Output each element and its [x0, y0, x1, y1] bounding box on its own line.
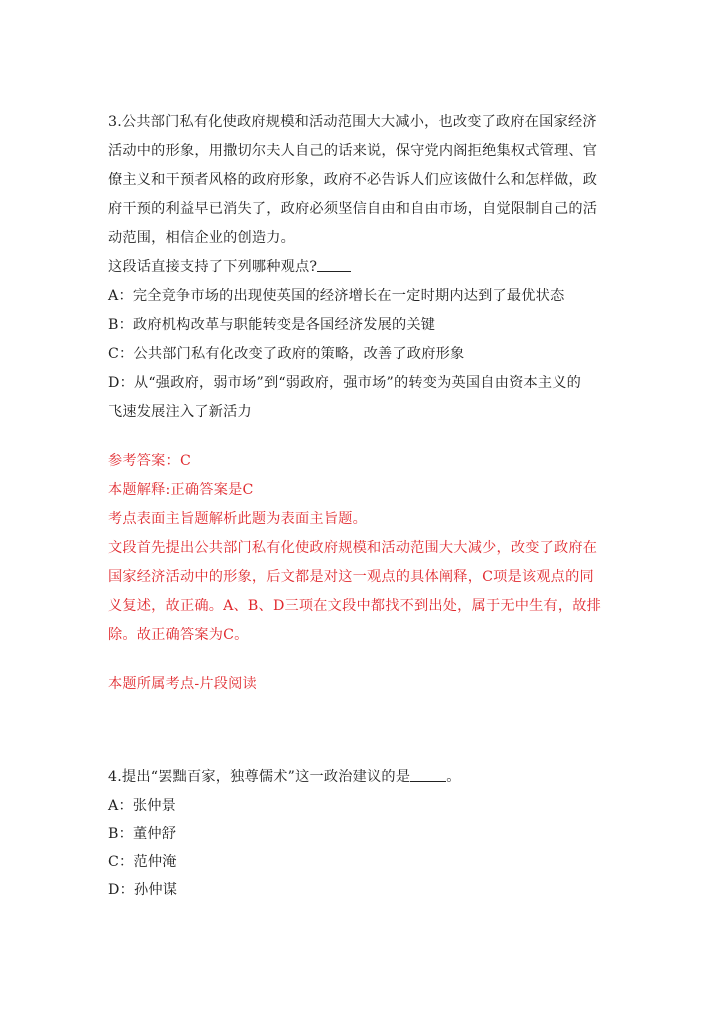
option-d: D：从“强政府，弱市场”到“弱政府，强市场”的转变为英国自由资本主义的 — [108, 375, 582, 391]
answer-blank — [410, 765, 446, 782]
option-a: A：张仲景 — [108, 798, 176, 814]
option-c: C：范仲淹 — [108, 854, 177, 870]
document-page — [108, 108, 618, 904]
question-4 — [108, 763, 618, 904]
question-3 — [108, 108, 618, 699]
option-a: A：完全竞争市场的出现使英国的经济增长在一定时期内达到了最优状态 — [108, 288, 565, 304]
option-d: D：孙仲谋 — [108, 882, 178, 898]
category-label: 本题所属考点-片段阅读 — [108, 676, 257, 692]
explanation-line: 义复述，故正确。A、B、D三项在文段中都找不到出处，属于无中生有，故排 — [108, 598, 602, 614]
question-3-prompt — [108, 253, 618, 282]
question-3-options — [108, 282, 618, 427]
explanation-line: 国家经济活动中的形象，后文都是对这一观点的具体阐释，C项是该观点的同 — [108, 569, 594, 585]
stem-end: 。 — [446, 769, 461, 785]
stem-text: 4.提出“罢黜百家，独尊儒术”这一政治建议的是 — [108, 769, 411, 785]
explanation-title: 本题解释:正确答案是C — [108, 482, 254, 498]
question-4-stem — [108, 763, 618, 792]
answer-blank — [317, 255, 351, 272]
explanation-line: 文段首先提出公共部门私有化使政府规模和活动范围大大减少，改变了政府在 — [108, 540, 598, 556]
option-b: B：政府机构改革与职能转变是各国经济发展的关键 — [108, 317, 436, 333]
option-c: C：公共部门私有化改变了政府的策略，改善了政府形象 — [108, 346, 465, 362]
reference-answer: 参考答案：C — [108, 453, 191, 469]
stem-line: 3.公共部门私有化使政府规模和活动范围大大减小，也改变了政府在国家经济 — [108, 114, 597, 130]
stem-line: 活动中的形象，用撒切尔夫人自己的话来说，保守党内阁拒绝集权式管理、官 — [108, 143, 598, 159]
answer-section — [108, 447, 618, 699]
stem-line: 僚主义和干预者风格的政府形象，政府不必告诉人们应该做什么和怎样做，政 — [108, 172, 598, 188]
stem-line: 府干预的利益早已消失了，政府必须坚信自由和自由市场，自觉限制自己的活 — [108, 201, 598, 217]
question-3-stem — [108, 108, 618, 253]
stem-line: 动范围，相信企业的创造力。 — [108, 230, 296, 246]
question-4-options — [108, 792, 618, 904]
explanation-line: 除。故正确答案为C。 — [108, 627, 249, 643]
explanation-point: 考点表面主旨题解析此题为表面主旨题。 — [108, 511, 367, 527]
option-d-continued: 飞速发展注入了新活力 — [108, 404, 252, 420]
option-b: B：董仲舒 — [108, 826, 177, 842]
prompt-text: 这段话直接支持了下列哪种观点? — [108, 259, 318, 275]
